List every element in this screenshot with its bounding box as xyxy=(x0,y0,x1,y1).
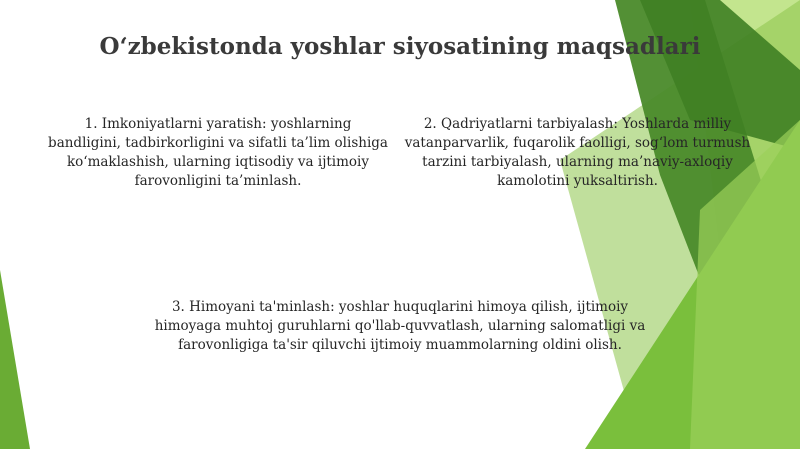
left-green-sliver xyxy=(0,270,30,449)
goal-point-2: 2. Qadriyatlarni tarbiyalash: Yoshlarda milliy vatanparvarlik, fuqarolik faolligi, sog‘lom turmush tarzini tarbiyalash, ularning ma’naviy-axloqiy kamolotini yuksaltirish. xyxy=(404,116,751,189)
goal-point-1: 1. Imkoniyatlarni yaratish: yoshlarning bandligini, tadbirkorligini va sifatli ta’lim olishiga ko‘maklashish, ularning iqtisodiy va ijtimoiy farovonligini ta’minlash. xyxy=(48,116,388,189)
slide-title: O‘zbekistonda yoshlar siyosatining maqsadlari xyxy=(99,33,701,60)
goal-point-3: 3. Himoyani ta'minlash: yoshlar huquqlarini himoya qilish, ijtimoiy himoyaga muhtoj guruhlarni qo'llab-quvvatlash, ularning salomatligi va farovonligiga ta'sir qiluvchi ijtimoiy muammolarning oldini olish. xyxy=(154,299,646,353)
